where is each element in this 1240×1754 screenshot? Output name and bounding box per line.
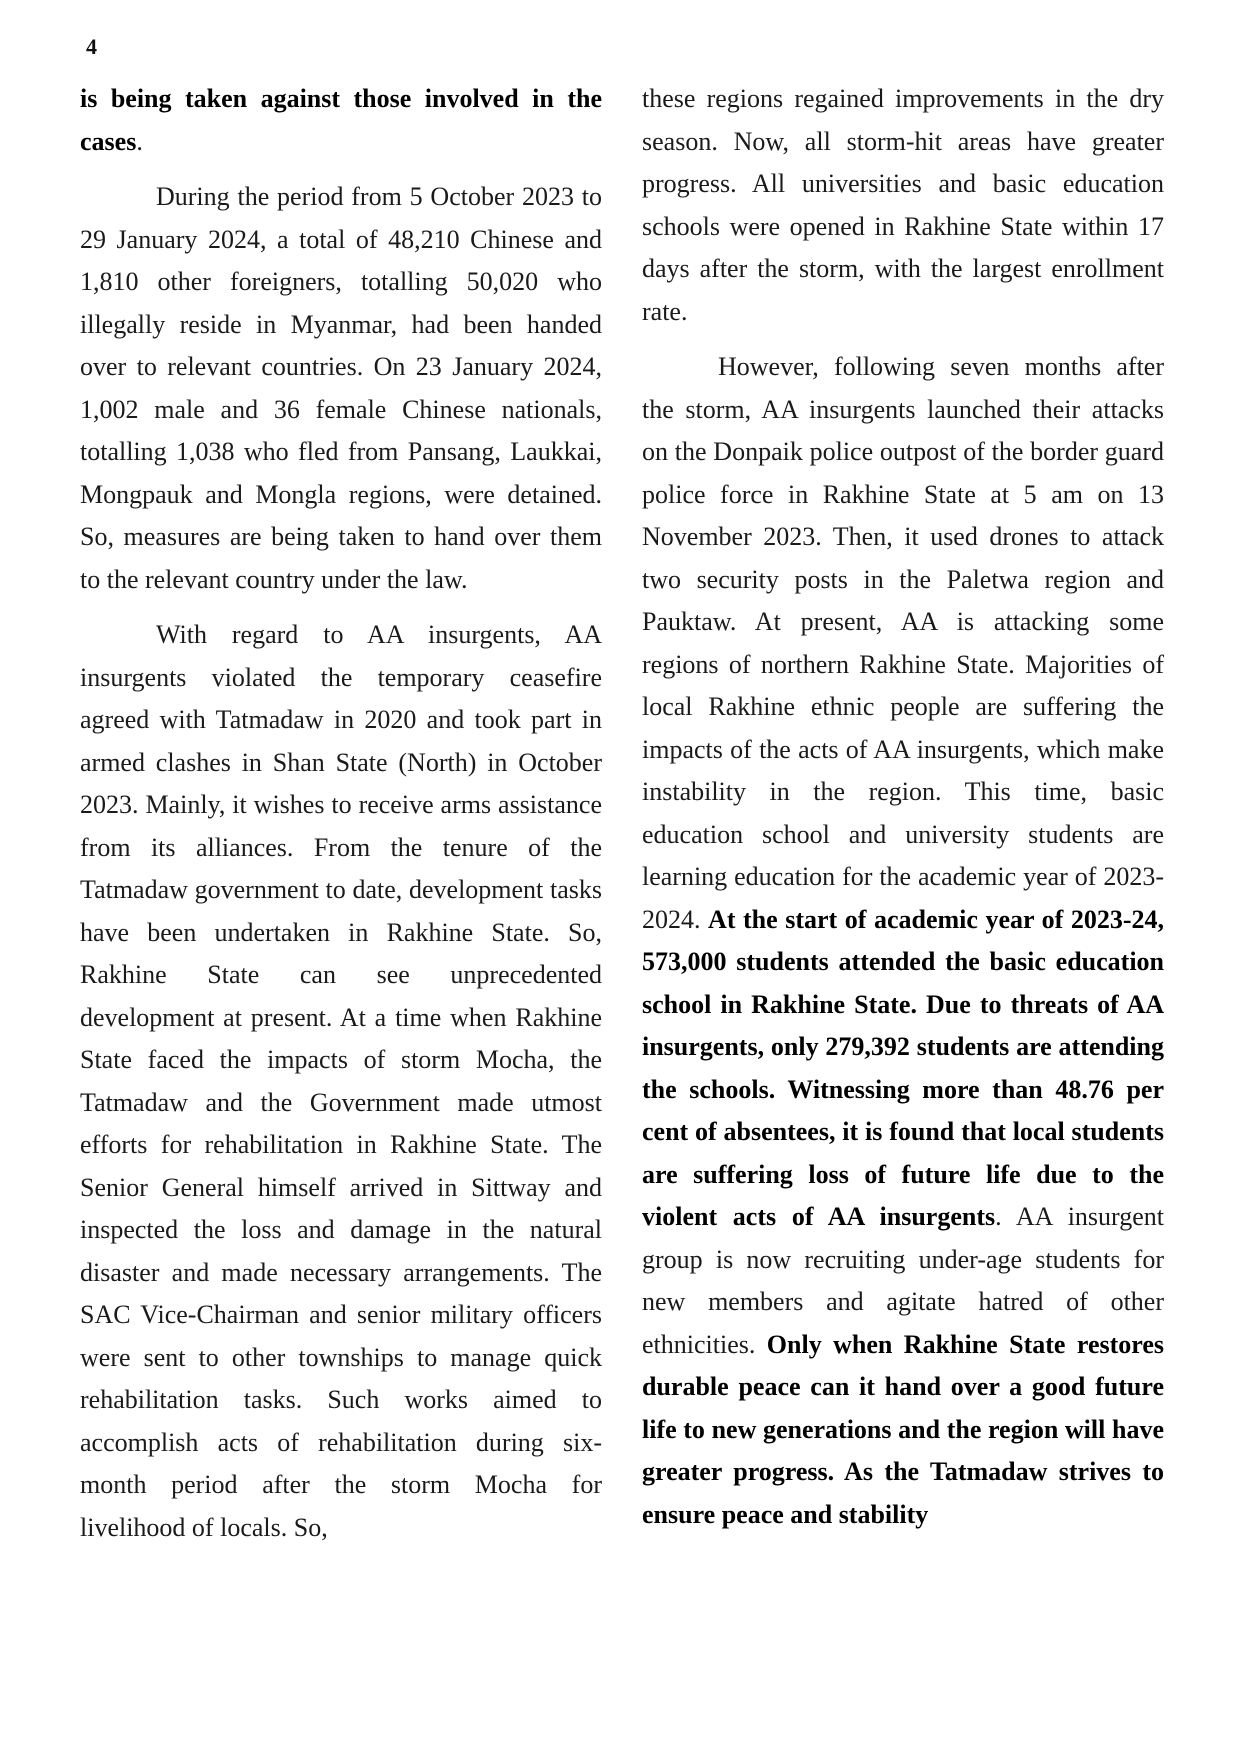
bold-text: Only when Rakhine State restores durable peace can it hand over a good future life to new generations and the region will have greater progress. As the Tatmadaw strives to ensure peace and stability [642,1329,1165,1529]
text-run: However, following seven months after the storm, AA insurgents launched their attacks on the Donpaik police outpost of the border guard police force in Rakhine State at 5 am on 13 November 2023. Then, it used drones to attack two security posts in the Paletwa region and Pauktaw. At present, AA is attacking some regions of northern Rakhine State. Majorities of local Rakhine ethnic people are suffering the impacts of the acts of AA insurgents, which make instability in the region. This time, basic education school and university students are learning education for the academic year of 2023-2024. [642,352,1164,934]
text-run: . AA insurgent group is now recruiting under-age students for new members and agitate hatred of other ethnicities. [642,1202,1164,1359]
paragraph [642,346,1164,1536]
paragraph: these regions regained improvements in the dry season. Now, all storm-hit areas have greater progress. All universities and basic education schools were opened in Rakhine State within 17 days after the storm, with the largest enrollment rate. [642,84,1164,326]
page-number: 4 [86,34,97,59]
paragraph: During the period from 5 October 2023 to 29 January 2024, a total of 48,210 Chinese and 1,810 other foreigners, totalling 50,020 who illegally reside in Myanmar, had been handed over to relevant countries. On 23 January 2024, 1,002 male and 36 female Chinese nationals, totalling 1,038 who fled from Pansang, Laukkai, Mongpauk and Mongla regions, were detained. So, measures are being taken to hand over them to the relevant country under the law. [80,182,602,594]
paragraph: With regard to AA insurgents, AA insurgents violated the temporary ceasefire agreed with Tatmadaw in 2020 and took part in armed clashes in Shan State (North) in October 2023. Mainly, it wishes to receive arms assistance from its alliances. From the tenure of the Tatmadaw government to date, development tasks have been undertaken in Rakhine State. So, Rakhine State can see unprecedented development at present. At a time when Rakhine State faced the impacts of storm Mocha, the Tatmadaw and the Government made utmost efforts for rehabilitation in Rakhine State. The Senior General himself arrived in Sittway and inspected the loss and damage in the natural disaster and made necessary arrangements. The SAC Vice-Chairman and senior military officers were sent to other townships to manage quick rehabilitation tasks. Such works aimed to accomplish acts of rehabilitation during six-month period after the storm Mocha for livelihood of locals. So, [80,620,602,1542]
paragraph [80,78,602,163]
text-run: . [136,126,143,156]
bold-text: is being taken against those involved in the cases [80,84,602,156]
bold-text: At the start of academic year of 2023-24, 573,000 students attended the basic education school in Rakhine State. Due to threats of AA insurgents, only 279,392 students are attending the schools. Witnessing more than 48.76 per cent of absentees, it is found that local students are suffering loss of future life due to the violent acts of AA insurgents [642,904,1164,1231]
right-column [642,78,1164,1536]
left-column [80,78,602,1549]
